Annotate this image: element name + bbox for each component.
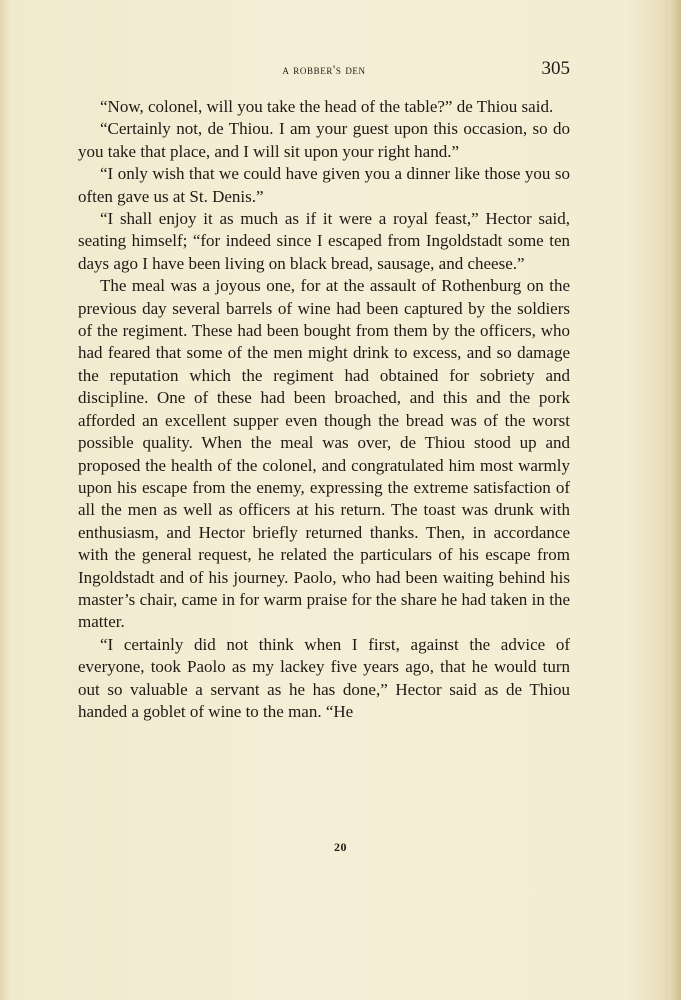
- page-header: [78, 58, 570, 82]
- paragraph: “I shall enjoy it as much as if it were a royal feast,” Hector said, seating himself; “for indeed since I escaped from Ingoldstadt some ten days ago I have been living on black bread, sausage, and cheese.”: [78, 209, 570, 273]
- page-number: 305: [541, 58, 570, 79]
- paragraph: “I only wish that we could have given you a dinner like those you so often gave us at St. Denis.”: [78, 164, 570, 206]
- paragraph: “I certainly did not think when I first, against the advice of everyone, took Paolo as my lackey five years ago, that he would turn out so valuable a servant as he has done,” Hector said as de Thiou handed a goblet of wine to the man. “He: [78, 634, 570, 721]
- running-title: a robber's den: [282, 62, 366, 77]
- paragraph: The meal was a joyous one, for at the assault of Rothenburg on the previous day several barrels of wine had been captured by the soldiers of the regiment. These had been bought from them by the officers, who had feared that some of the men might drink to excess, and so damage the reputation which the regiment had obtained for sobriety and discipline. One of these had been broached, and this and the pork afforded an excellent supper even though the bread was of the worst possible quality. When the meal was over, de Thiou stood up and proposed the health of the colonel, and congratulated him most warmly upon his escape from the enemy, expressing the extreme satisfaction of all the men as well as officers at his return. The toast was drunk with enthusiasm, and Hector briefly returned thanks. Then, in accordance with the general request, he related the particulars of his escape from Ingoldstadt and of his journey. Paolo, who had been waiting behind his master’s chair, came in for warm praise for the share he had taken in the matter.: [78, 276, 570, 632]
- body-text: [78, 96, 570, 723]
- signature-mark: 20: [334, 840, 347, 854]
- paragraph: “Certainly not, de Thiou. I am your guest upon this occasion, so do you take that place, and I will sit upon your right hand.”: [78, 119, 570, 161]
- paragraph: “Now, colonel, will you take the head of the table?” de Thiou said.: [100, 97, 554, 116]
